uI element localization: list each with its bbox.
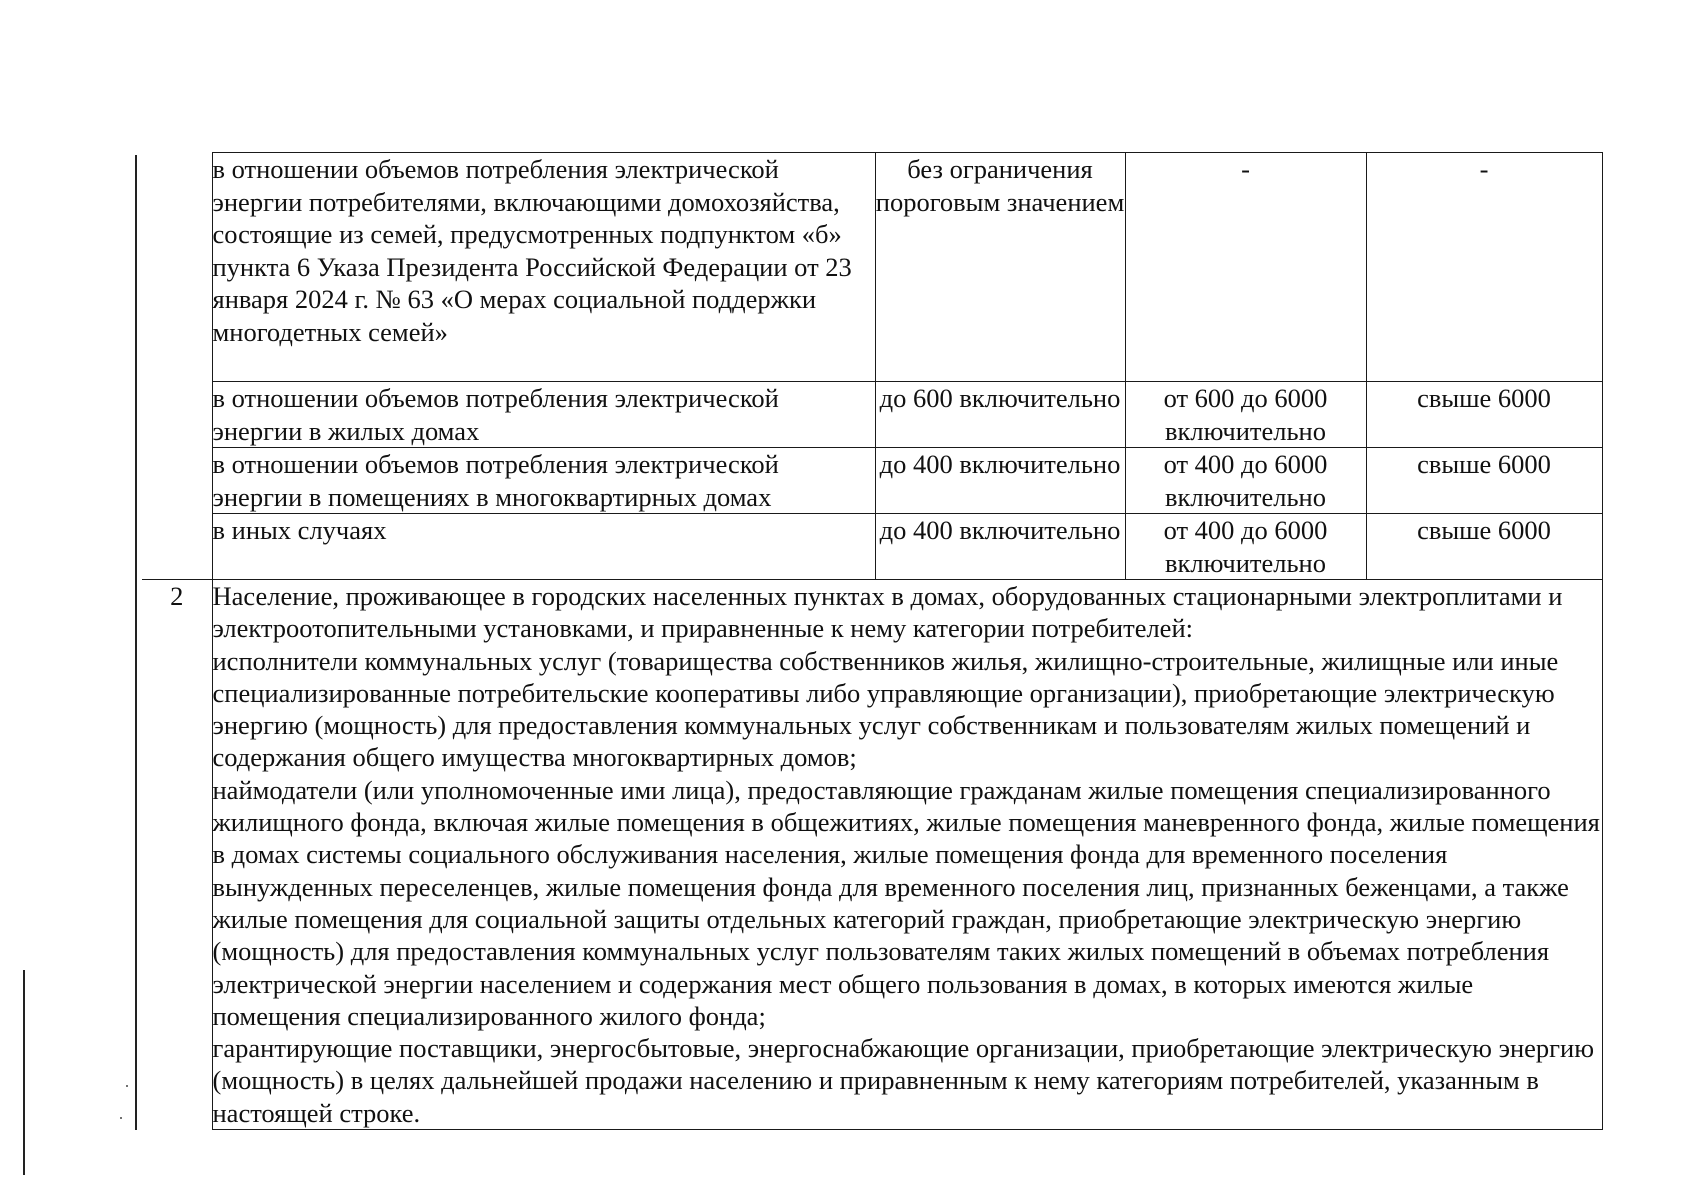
- range-1-value: до 400 включительно: [875, 448, 1125, 514]
- range-3-value: свыше 6000: [1366, 514, 1602, 580]
- range-2-value: от 400 до 6000 включительно: [1125, 448, 1366, 514]
- scan-margin-line: [135, 155, 137, 1130]
- scan-speck: [120, 1117, 122, 1119]
- scan-speck: [126, 1085, 128, 1087]
- consumption-description: в иных случаях: [212, 514, 875, 580]
- table-row: [142, 153, 1602, 382]
- range-1-value: до 400 включительно: [875, 514, 1125, 580]
- consumption-description: в отношении объемов потребления электрической энергии в помещениях в многоквартирных домах: [212, 448, 875, 514]
- range-3-value: -: [1366, 153, 1602, 382]
- range-1-value: до 600 включительно: [875, 382, 1125, 448]
- category-paragraph: исполнители коммунальных услуг (товарищества собственников жилья, жилищно-строительные, жилищные или иные специализированные потребительские кооперативы либо управляющие организации), приобретающие электрическую энергию (мощность) для предоставления коммунальных услуг собственникам и пользователям жилых помещений и содержания общего имущества многоквартирных домов;: [212, 645, 1559, 773]
- category-paragraph: Население, проживающее в городских населенных пунктах в домах, оборудованных стационарными электроплитами и электроотопительными установками, и приравненные к нему категории потребителей:: [212, 581, 1563, 644]
- tariff-table: [142, 152, 1603, 1130]
- category-paragraph: гарантирующие поставщики, энергосбытовые, энергоснабжающие организации, приобретающие электрическую энергию (мощность) в целях дальнейшей продажи населению и приравненным к нему категориям потребителей, указанным в настоящей строке.: [212, 1033, 1595, 1128]
- range-2-value: от 600 до 6000 включительно: [1125, 382, 1366, 448]
- consumption-description: в отношении объемов потребления электрической энергии в жилых домах: [212, 382, 875, 448]
- table-row: [142, 580, 1602, 1130]
- range-1-value: без ограничения пороговым значением: [875, 153, 1125, 382]
- table-row: [142, 382, 1602, 448]
- consumption-description: в отношении объемов потребления электрической энергии потребителями, включающими домохозяйства, состоящие из семей, предусмотренных подпунктом «б» пункта 6 Указа Президента Российской Федерации от 23 января 2024 г. № 63 «О мерах социальной поддержки многодетных семей»: [212, 153, 875, 382]
- range-3-value: свыше 6000: [1366, 382, 1602, 448]
- category-paragraph: наймодатели (или уполномоченные ими лица), предоставляющие гражданам жилые помещения специализированного жилищного фонда, включая жилые помещения в общежитиях, жилые помещения маневренного фонда, жилые помещения в домах системы социального обслуживания населения, жилые помещения фонда для временного поселения вынужденных переселенцев, жилые помещения фонда для временного поселения лиц, признанных беженцами, а также жилые помещения для социальной защиты отдельных категорий граждан, приобретающие электрическую энергию (мощность) для предоставления коммунальных услуг пользователям таких жилых помещений в объемах потребления электрической энергии населением и содержания мест общего пользования в домах, в которых имеются жилые помещения специализированного жилого фонда;: [212, 774, 1600, 1031]
- category-description: [212, 580, 1602, 1130]
- table-row: [142, 514, 1602, 580]
- range-2-value: -: [1125, 153, 1366, 382]
- scan-edge-line: [23, 970, 25, 1175]
- range-3-value: свыше 6000: [1366, 448, 1602, 514]
- range-2-value: от 400 до 6000 включительно: [1125, 514, 1366, 580]
- row-number: 2: [142, 580, 212, 1130]
- table-row: [142, 448, 1602, 514]
- row-number-cell: [142, 153, 212, 580]
